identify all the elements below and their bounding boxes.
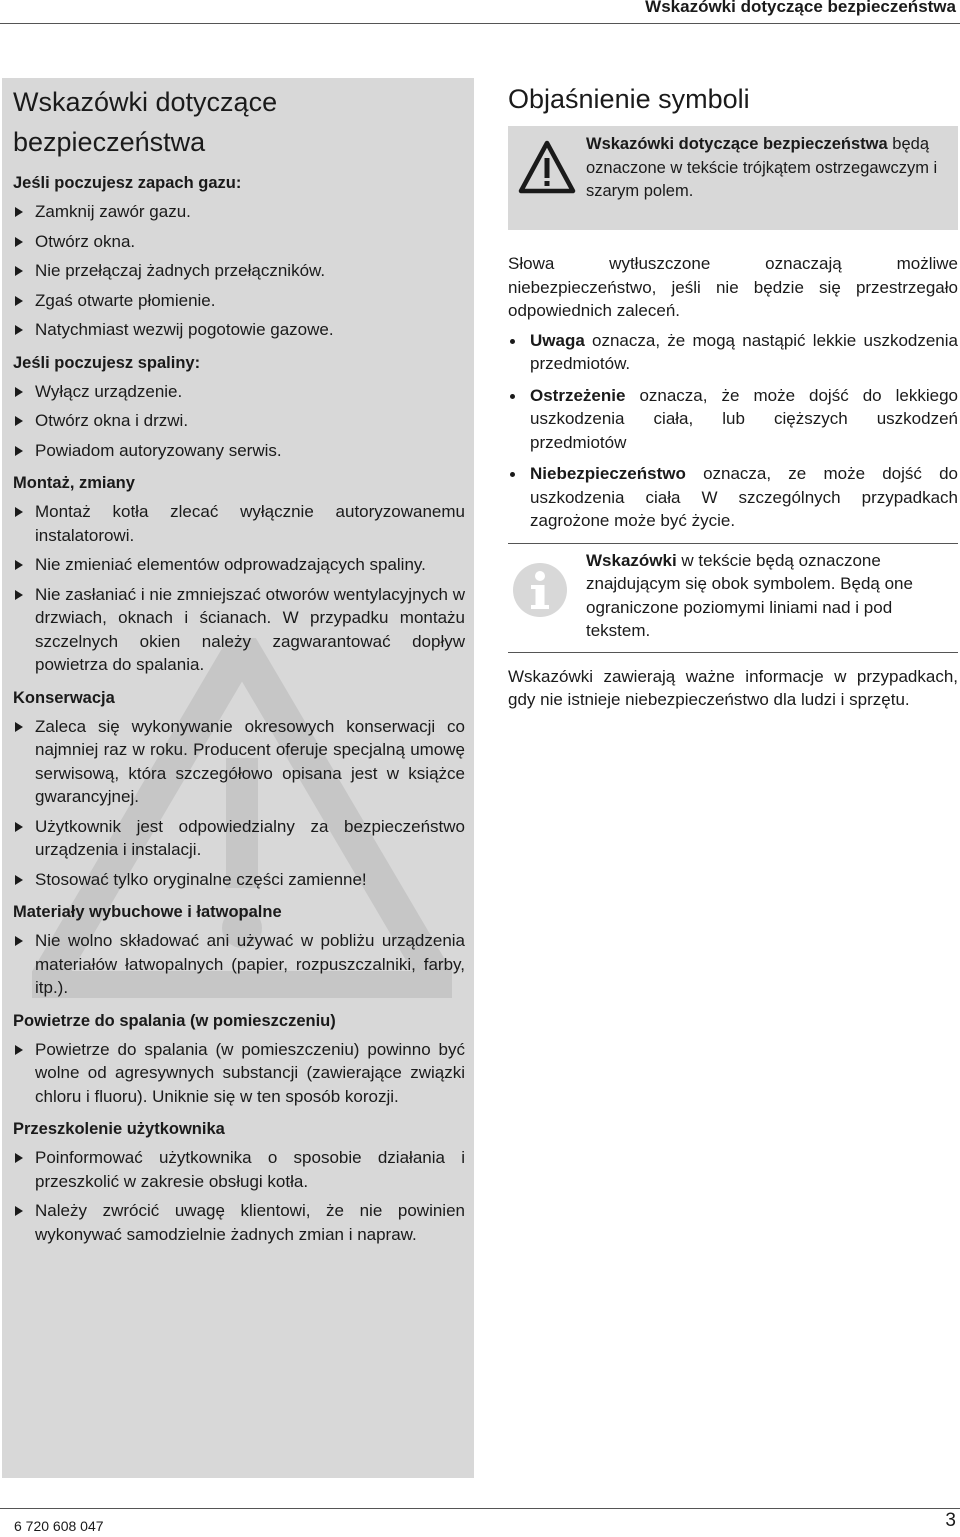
arrow-bullet-icon [15, 722, 23, 732]
danger-level-term: Ostrzeżenie [530, 385, 626, 405]
instruction-item [13, 1146, 465, 1193]
instruction-item [13, 553, 465, 577]
instruction-text: Należy zwrócić uwagę klientowi, że nie powinien wykonywać samodzielnie żadnych zmian i napraw. [35, 1201, 465, 1244]
instruction-text: Montaż kotła zlecać wyłącznie autoryzowanemu instalatorowi. [35, 502, 465, 545]
instruction-text: Nie zasłaniać i nie zmniejszać otworów wentylacyjnych w drzwiach, oknach i ścianach. W przypadku montażu szczelnych okien należy zagwarantować dopływ powietrza do spalania. [35, 584, 465, 674]
arrow-bullet-icon [15, 266, 23, 276]
danger-levels-list [508, 329, 958, 533]
instruction-text: Zaleca się wykonywanie okresowych konserwacji co najmniej raz w roku. Producent oferuje specjalną umowę serwisową, która szczegółowo opisana jest w książce gwarancyjnej. [35, 716, 465, 806]
warning-box-bold: Wskazówki dotyczące bezpieczeństwa [586, 135, 888, 153]
instruction-list [13, 500, 465, 677]
instruction-text: Użytkownik jest odpowiedzialny za bezpieczeństwo urządzenia i instalacji. [35, 816, 465, 859]
arrow-bullet-icon [15, 875, 23, 885]
instruction-item [13, 1199, 465, 1246]
info-bottom-rule [508, 652, 958, 653]
section-heading: Konserwacja [13, 688, 115, 707]
instruction-text: Zamknij zawór gazu. [35, 202, 191, 221]
symbols-outro: Wskazówki zawierają ważne informacje w przypadkach, gdy nie istnieje niebezpieczeństwo dla ludzi i sprzętu. [508, 666, 958, 709]
instruction-item [13, 929, 465, 1000]
page-header-title: Wskazówki dotyczące bezpieczeństwa [645, 0, 956, 16]
instruction-list [13, 715, 465, 892]
instruction-text: Wyłącz urządzenie. [35, 381, 183, 401]
section-heading: Materiały wybuchowe i łatwopalne [13, 903, 282, 921]
instruction-item [13, 1038, 465, 1109]
instruction-text: Powietrze do spalania (w pomieszczeniu) powinno być wolne od agresywnych substancji (zawierające związki chloru i fluoru). Uniknie się w ten sposób korozji. [35, 1039, 465, 1106]
bullet-dot-icon [510, 394, 515, 399]
section-heading: Powietrze do spalania (w pomieszczeniu) [13, 1011, 336, 1030]
footer-rule [0, 1508, 960, 1509]
info-icon [512, 562, 568, 618]
instruction-item [13, 868, 465, 892]
instruction-item [13, 230, 465, 254]
arrow-bullet-icon [15, 325, 23, 335]
page-title-line1: Wskazówki dotyczące [13, 87, 278, 117]
danger-level-description: oznacza, że może dojść do lekkiego uszkodzenia ciała, lub cięższych uszkodzeń przedmiotów [530, 385, 958, 452]
arrow-bullet-icon [15, 416, 23, 426]
page-number: 3 [945, 1510, 956, 1531]
danger-level-description: oznacza, ze może dojść do uszkodzenia ciała W szczególnych przypadkach zagrożone może być życie. [530, 464, 958, 530]
info-box [508, 544, 958, 652]
instruction-item [13, 380, 465, 404]
instruction-text: Nie zmieniać elementów odprowadzających spaliny. [35, 555, 426, 574]
instruction-list [13, 200, 465, 342]
instruction-item [13, 500, 465, 547]
instruction-item [13, 583, 465, 677]
instruction-item [13, 439, 465, 463]
danger-level-term: Niebezpieczeństwo [530, 464, 686, 483]
instruction-list [13, 1038, 465, 1109]
arrow-bullet-icon [15, 387, 23, 397]
instruction-text: Stosować tylko oryginalne części zamienne! [35, 869, 367, 889]
page-title [13, 82, 465, 162]
danger-level-description: oznacza, że mogą nastąpić lekkie uszkodzenia przedmiotów. [530, 330, 958, 373]
instruction-item [13, 815, 465, 862]
instruction-text: Zgaś otwarte płomienie. [35, 290, 216, 310]
safety-panel [2, 78, 474, 1478]
document-code: 6 720 608 047 [14, 1518, 104, 1534]
arrow-bullet-icon [15, 207, 23, 217]
info-box-bold: Wskazówki [586, 550, 677, 570]
section-heading: Jeśli poczujesz spaliny: [13, 353, 201, 372]
arrow-bullet-icon [15, 1045, 23, 1055]
info-box-rest: w tekście będą oznaczone znajdującym się obok symbolem. Będą one ograniczone poziomymi liniami nad i pod tekstem. [586, 550, 913, 640]
symbols-column [508, 80, 958, 712]
instruction-text: Otwórz okna i drzwi. [35, 411, 189, 430]
arrow-bullet-icon [15, 446, 23, 456]
safety-sections [13, 172, 465, 1246]
instruction-item [13, 200, 465, 224]
instruction-text: Natychmiast wezwij pogotowie gazowe. [35, 320, 334, 339]
bullet-dot-icon [510, 339, 515, 344]
danger-level-item [508, 329, 958, 376]
warning-box [508, 126, 958, 230]
symbols-intro: Słowa wytłuszczone oznaczają możliwe niebezpieczeństwo, jeśli nie będzie się przestrzegało odpowiednich zaleceń. [508, 254, 958, 320]
danger-level-item [508, 462, 958, 533]
arrow-bullet-icon [15, 296, 23, 306]
instruction-item [13, 409, 465, 433]
section-heading: Przeszkolenie użytkownika [13, 1120, 225, 1138]
section-heading: Montaż, zmiany [13, 474, 135, 492]
instruction-item [13, 715, 465, 809]
warning-box-rest: będą oznaczone w tekście trójkątem ostrzegawczym i szarym polem. [586, 135, 938, 200]
instruction-text: Powiadom autoryzowany serwis. [35, 440, 282, 460]
instruction-item [13, 259, 465, 283]
arrow-bullet-icon [15, 1206, 23, 1216]
instruction-list [13, 380, 465, 463]
instruction-text: Nie wolno składować ani używać w pobliżu urządzenia materiałów łatwopalnych (papier, rozpuszczalniki, farby, itp.). [35, 931, 465, 997]
danger-level-term: Uwaga [530, 330, 585, 350]
arrow-bullet-icon [15, 1153, 23, 1163]
warning-box-text [586, 133, 946, 204]
instruction-text: Nie przełączaj żadnych przełączników. [35, 261, 326, 280]
arrow-bullet-icon [15, 507, 23, 517]
arrow-bullet-icon [15, 936, 23, 946]
symbols-title: Objaśnienie symboli [508, 84, 750, 114]
instruction-text: Otwórz okna. [35, 231, 136, 251]
bullet-dot-icon [510, 472, 515, 477]
arrow-bullet-icon [15, 822, 23, 832]
arrow-bullet-icon [15, 237, 23, 247]
arrow-bullet-icon [15, 560, 23, 570]
instruction-text: Poinformować użytkownika o sposobie działania i przeszkolić w zakresie obsługi kotła. [35, 1148, 465, 1191]
instruction-item [13, 289, 465, 313]
arrow-bullet-icon [15, 590, 23, 600]
safety-content [13, 78, 465, 1252]
info-box-text [586, 549, 956, 643]
header-rule [0, 23, 960, 24]
page-title-line2: bezpieczeństwa [13, 127, 206, 157]
section-heading: Jeśli poczujesz zapach gazu: [13, 174, 242, 192]
instruction-list [13, 929, 465, 1000]
warning-triangle-icon [518, 140, 576, 194]
instruction-list [13, 1146, 465, 1246]
instruction-item [13, 318, 465, 342]
danger-level-item [508, 384, 958, 455]
